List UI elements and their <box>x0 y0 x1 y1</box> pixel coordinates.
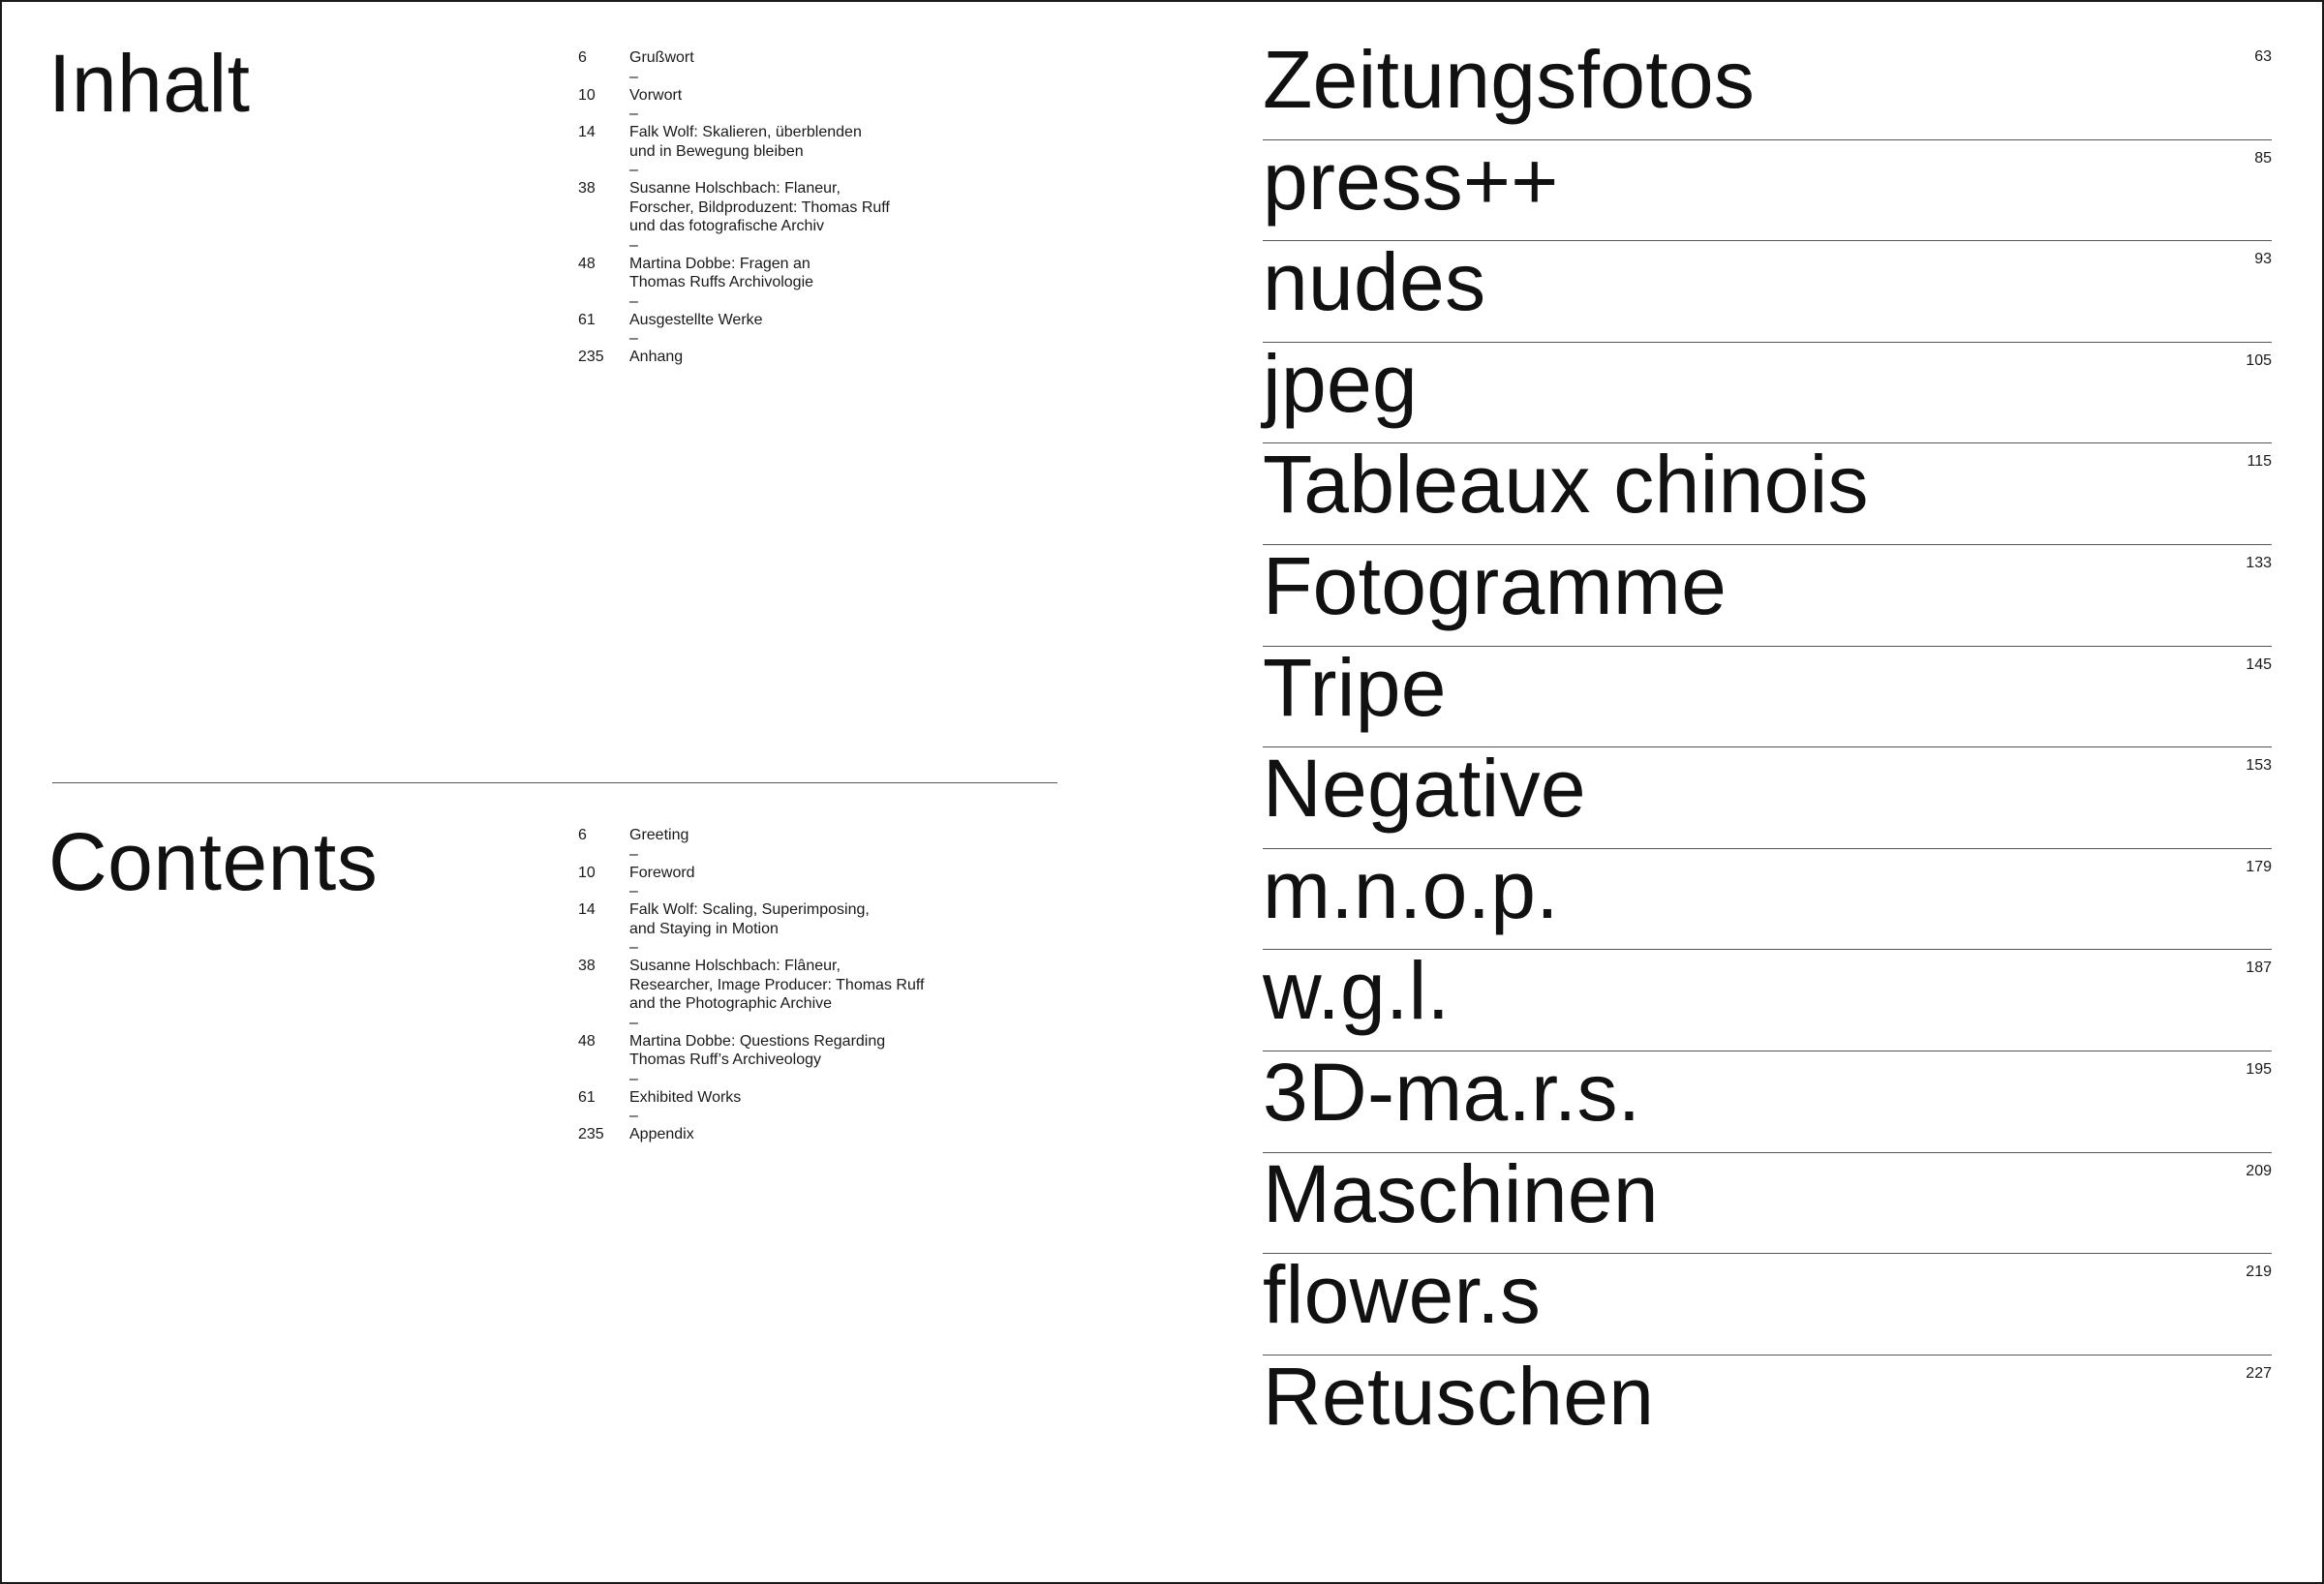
toc-entry-page: 6 <box>578 827 587 843</box>
work-title: flower.s <box>1263 1249 1542 1341</box>
work-row[interactable] <box>1263 843 2272 951</box>
toc-separator: – <box>629 292 638 310</box>
toc-entry-page: 235 <box>578 349 604 365</box>
work-title: m.n.o.p. <box>1263 843 1559 935</box>
toc-entry-title: Anhang <box>629 349 684 365</box>
toc-entry-title: Susanne Holschbach: Flâneur, Researcher, Image Producer: Thomas Ruff and the Photographic Archive <box>629 958 925 1012</box>
toc-entry-title: Falk Wolf: Skalieren, überblenden und in Bewegung bleiben <box>629 124 862 160</box>
work-row[interactable] <box>1263 135 2272 242</box>
toc-entry-page: 48 <box>578 1032 596 1050</box>
work-page-number: 219 <box>2246 1264 2272 1281</box>
work-row[interactable] <box>1263 1046 2272 1153</box>
work-title: Zeitungsfotos <box>1263 34 1756 125</box>
toc-entry-page: 6 <box>578 49 587 66</box>
toc-entry[interactable] <box>578 900 985 938</box>
toc-separator: – <box>629 1108 638 1124</box>
toc-entry-title: Greeting <box>629 827 689 843</box>
toc-entry[interactable] <box>578 1125 985 1144</box>
toc-entry-title: Vorwort <box>629 86 683 104</box>
work-row[interactable] <box>1263 641 2272 748</box>
heading-inhalt: Inhalt <box>48 38 251 129</box>
toc-separator: – <box>629 68 638 85</box>
toc-separator: – <box>629 1014 638 1031</box>
toc-entry[interactable] <box>578 255 985 292</box>
work-title: Fotogramme <box>1263 539 1728 631</box>
section-divider <box>52 782 1057 783</box>
toc-entry-page: 61 <box>578 311 596 328</box>
work-title: nudes <box>1263 236 1486 328</box>
toc-entry[interactable] <box>578 123 985 161</box>
work-row[interactable] <box>1263 34 2272 140</box>
toc-entry-title: Grußwort <box>629 49 694 66</box>
work-title: Tableaux chinois <box>1263 439 1869 531</box>
work-row[interactable] <box>1263 945 2272 1051</box>
toc-separator: – <box>629 106 638 122</box>
work-row[interactable] <box>1263 1350 2272 1457</box>
work-page-number: 85 <box>2254 149 2272 167</box>
toc-separator: – <box>629 939 638 956</box>
toc-entry-page: 38 <box>578 958 596 974</box>
toc-list-german <box>578 48 985 367</box>
toc-entry-title: Martina Dobbe: Questions Regarding Thomas Ruff’s Archiveology <box>629 1032 886 1068</box>
toc-entry-title: Martina Dobbe: Fragen an Thomas Ruffs Archivologie <box>629 255 814 290</box>
work-row[interactable] <box>1263 743 2272 849</box>
toc-separator: – <box>629 1070 638 1087</box>
heading-contents: Contents <box>48 816 379 907</box>
work-title: Tripe <box>1263 641 1447 733</box>
toc-separator: – <box>629 330 638 347</box>
toc-separator: – <box>629 236 638 254</box>
toc-entry-title: Appendix <box>629 1126 694 1142</box>
toc-entry-page: 10 <box>578 86 596 104</box>
work-page-number: 209 <box>2246 1162 2272 1179</box>
work-page-number: 227 <box>2246 1364 2272 1382</box>
toc-entry-page: 61 <box>578 1088 596 1106</box>
work-page-number: 133 <box>2246 554 2272 571</box>
toc-entry[interactable] <box>578 826 985 845</box>
toc-entry[interactable] <box>578 864 985 883</box>
work-row[interactable] <box>1263 1249 2272 1356</box>
work-title: Maschinen <box>1263 1147 1659 1239</box>
work-page-number: 105 <box>2246 351 2272 369</box>
toc-entry-title: Exhibited Works <box>629 1088 742 1106</box>
toc-entry-page: 14 <box>578 124 596 140</box>
work-title: w.g.l. <box>1263 945 1451 1037</box>
work-page-number: 179 <box>2246 858 2272 875</box>
work-row[interactable] <box>1263 1147 2272 1255</box>
work-row[interactable] <box>1263 539 2272 647</box>
work-page-number: 187 <box>2246 960 2272 977</box>
toc-entry[interactable] <box>578 957 985 1014</box>
toc-entry[interactable] <box>578 1088 985 1108</box>
toc-entry-title: Falk Wolf: Scaling, Superimposing, and Staying in Motion <box>629 901 870 937</box>
toc-entry-title: Ausgestellte Werke <box>629 311 763 328</box>
toc-entry-page: 235 <box>578 1126 604 1142</box>
work-row[interactable] <box>1263 337 2272 444</box>
toc-entry[interactable] <box>578 48 985 68</box>
toc-entry-page: 14 <box>578 901 596 918</box>
work-title: 3D-ma.r.s. <box>1263 1046 1641 1138</box>
toc-entry[interactable] <box>578 179 985 236</box>
work-row[interactable] <box>1263 236 2272 343</box>
works-list <box>1263 34 2272 1456</box>
toc-entry-page: 10 <box>578 864 596 881</box>
work-page-number: 63 <box>2254 48 2272 65</box>
toc-entry[interactable] <box>578 311 985 330</box>
toc-list-english <box>578 826 985 1144</box>
work-title: jpeg <box>1263 337 1419 429</box>
toc-entry[interactable] <box>578 86 985 106</box>
toc-entry-page: 38 <box>578 180 596 197</box>
work-page-number: 145 <box>2246 655 2272 673</box>
work-title: press++ <box>1263 135 1559 227</box>
work-page-number: 195 <box>2246 1060 2272 1078</box>
work-title: Negative <box>1263 743 1586 835</box>
toc-separator: – <box>629 162 638 178</box>
work-page-number: 115 <box>2247 453 2272 471</box>
work-page-number: 153 <box>2246 757 2272 775</box>
work-title: Retuschen <box>1263 1350 1655 1442</box>
toc-entry-title: Susanne Holschbach: Flaneur, Forscher, Bildproduzent: Thomas Ruff und das fotografische Archiv <box>629 180 890 234</box>
toc-separator: – <box>629 883 638 899</box>
toc-entry-title: Foreword <box>629 864 695 881</box>
work-row[interactable] <box>1263 439 2272 545</box>
toc-entry-page: 48 <box>578 255 596 272</box>
work-page-number: 93 <box>2254 251 2272 268</box>
toc-entry[interactable] <box>578 1032 985 1070</box>
toc-separator: – <box>629 845 638 863</box>
toc-entry[interactable] <box>578 348 985 367</box>
